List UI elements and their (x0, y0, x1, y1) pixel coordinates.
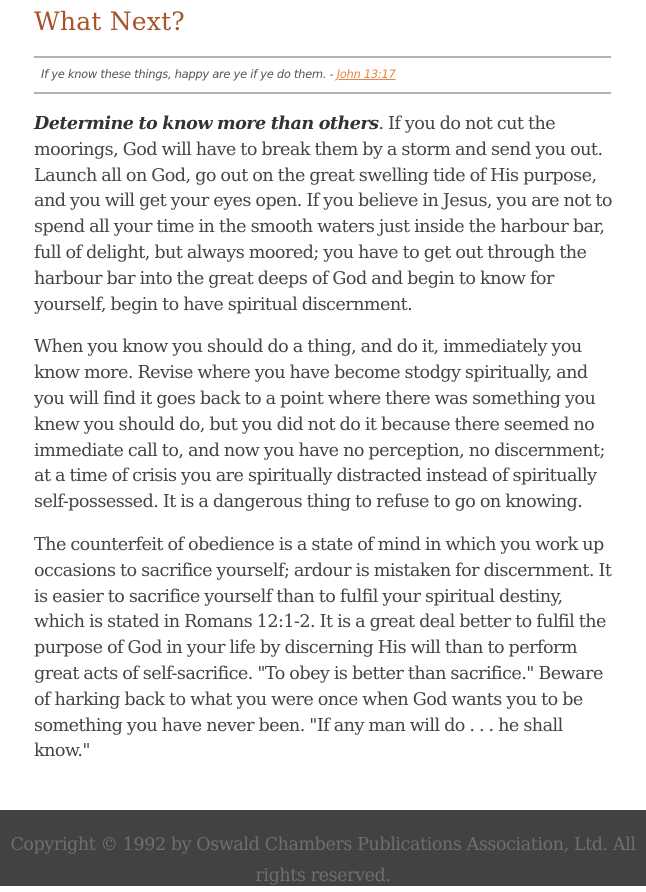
paragraph-3 (34, 533, 614, 765)
paragraph-text: When you know you should do a thing, and do it, immediately you know more. Revise where you have become stodgy spiritually, and you will find it goes back to a point where there was something you knew you should do, but you did not do it because there seemed no immediate call to, and now you have no perception, no discernment; at a time of crisis you are spiritually distracted instead of spiritually self-possessed. It is a dangerous thing to refuse to go on knowing. (34, 337, 605, 513)
paragraph-2 (34, 335, 614, 516)
devotional-body (34, 111, 614, 782)
copyright-notice: Copyright © 1992 by Oswald Chambers Publications Association, Ltd. All rights reserved. (10, 835, 636, 886)
paragraph-lead-emphasis: Determine to know more than others (34, 113, 379, 134)
page-title: What Next? (34, 7, 185, 36)
footer (0, 810, 646, 886)
key-verse-box (34, 56, 611, 94)
verse-reference-link[interactable]: John 13:17 (336, 67, 396, 81)
paragraph-text: The counterfeit of obedience is a state of mind in which you work up occasions to sacrifice yourself; ardour is mistaken for discernment. It is easier to sacrifice yourself than to fulfil your spiritual destiny, which is stated in Romans 12:1-2. It is a great deal better to fulfil the purpose of God in your life by discerning His will than to perform great acts of self-sacrifice. "To obey is better than sacrifice." Beware of harking back to what you were once when God wants you to be something you have never been. "If any man will do . . . he shall know." (34, 534, 612, 762)
paragraph-text: . If you do not cut the moorings, God will have to break them by a storm and send you out. Launch all on God, go out on the great swelling tide of His purpose, and you will get your eyes open. If you believe in Jesus, you are not to spend all your time in the smooth waters just inside the harbour bar, full of delight, but always moored; you have to get out through the harbour bar into the great deeps of God and begin to know for yourself, begin to have spiritual discernment. (34, 114, 612, 315)
paragraph-1 (34, 111, 614, 318)
key-verse (41, 67, 396, 81)
key-verse-text: If ye know these things, happy are ye if ye do them. - (41, 67, 337, 81)
